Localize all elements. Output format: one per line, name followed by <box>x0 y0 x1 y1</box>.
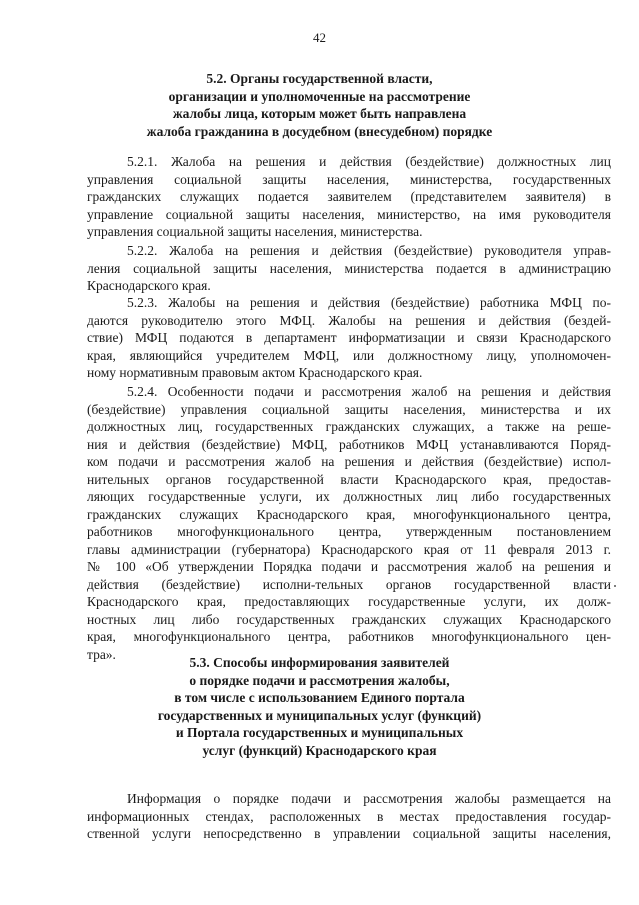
paragraph-5-2-1 <box>87 153 611 241</box>
text-line: главы администрации (губернатора) Краснодарского края от 11 февраля 2013 г. <box>87 541 611 557</box>
paragraph-5-2-3 <box>87 294 611 382</box>
text-line: даются руководителю этого МФЦ. Жалобы на решения и действия (бездей- <box>87 312 611 328</box>
text-line: тра». <box>87 646 116 662</box>
text-line: работников многофункционального центра, утвержденным постановлением <box>87 524 611 539</box>
text-line: информационных стендах, расположенных в местах предоставления государ- <box>87 808 611 824</box>
text-line: нительных органов государственной власти Краснодарского края, предостав- <box>87 471 611 487</box>
heading-line: государственных и муниципальных услуг (функций) <box>157 707 482 723</box>
text-line: действия (бездействие) исполни-тельных органов государственной власти <box>87 576 611 592</box>
section-5-3-heading <box>0 654 639 759</box>
text-line: 5.2.1. Жалоба на решения и действия (бездействие) должностных лиц <box>127 154 611 169</box>
text-line: ления социальной защиты населения, министерства подается в администрацию <box>87 260 611 276</box>
heading-line: 5.3. Способы информирования заявителей <box>189 655 450 670</box>
text-line: ляющих государственные услуги, их должностных лиц либо государственных <box>87 489 611 504</box>
text-line: управление социальной защиты населения, министерство, на имя руководителя <box>87 206 611 222</box>
text-line: Краснодарского края. <box>87 278 211 293</box>
heading-line: жалоба гражданина в досудебном (внесудебном) порядке <box>146 123 493 139</box>
text-line: гражданских служащих Краснодарского края, многофункционального центра, <box>87 506 611 522</box>
text-line: гражданских служащих подается заявителем (представителем заявителя) в <box>87 189 611 204</box>
text-line: ственной услуги непосредственно в управлении социальной защиты населения, <box>87 826 611 841</box>
text-line: ком подачи и рассмотрения жалоб на решения и действия (бездействие) испол- <box>87 454 611 469</box>
text-line: Информация о порядке подачи и рассмотрения жалобы размещается на <box>127 791 611 806</box>
text-line: 5.2.4. Особенности подачи и рассмотрения жалоб на решения и действия <box>127 384 611 399</box>
text-line: 5.2.3. Жалобы на решения и действия (бездействие) работника МФЦ по- <box>127 295 611 310</box>
text-line: (бездействие) управления социальной защиты населения, министерства и их <box>87 401 611 417</box>
text-line: края, многофункционального центра, работников многофункционального цен- <box>87 629 611 644</box>
text-line: ностных лиц либо государственных гражданских служащих Краснодарского <box>87 611 611 627</box>
heading-line: жалобы лица, которым может быть направлена <box>172 106 467 121</box>
text-line: края, являющийся учредителем МФЦ, или должностному лицу, уполномочен- <box>87 347 611 363</box>
scan-speck <box>614 585 616 587</box>
paragraph-information <box>87 790 611 843</box>
text-line: ному нормативным правовым актом Краснодарского края. <box>87 365 423 380</box>
heading-line: услуг (функций) Краснодарского края <box>202 742 437 758</box>
heading-line: и Портала государственных и муниципальных <box>175 725 464 740</box>
text-line: ствие) МФЦ подаются в департамент информатизации и связи Краснодарского <box>87 330 611 345</box>
text-line: 5.2.2. Жалоба на решения и действия (бездействие) руководителя управ- <box>127 243 611 258</box>
section-5-2-heading <box>0 70 639 140</box>
text-line: управления социальной защиты населения, министерства. <box>87 224 423 239</box>
text-line: управления социальной защиты населения, министерства, государственных <box>87 171 611 187</box>
paragraph-5-2-4 <box>87 383 611 663</box>
page-number: 42 <box>313 30 326 45</box>
heading-line: 5.2. Органы государственной власти, <box>206 71 433 86</box>
text-line: должностных лиц, государственных гражданских служащих, а также на реше- <box>87 419 611 434</box>
text-line: Краснодарского края, предоставляющих государственные услуги, их долж- <box>87 594 611 609</box>
heading-line: в том числе с использованием Единого портала <box>174 690 465 705</box>
text-line: № 100 «Об утверждении Порядка подачи и рассмотрения жалоб на решения и <box>87 559 611 574</box>
heading-line: организации и уполномоченные на рассмотрение <box>168 88 471 104</box>
paragraph-5-2-2 <box>87 242 611 295</box>
text-line: ния и действия (бездействие) МФЦ, работников МФЦ устанавливаются Поряд- <box>87 436 611 452</box>
heading-line: о порядке подачи и рассмотрения жалобы, <box>189 672 450 688</box>
